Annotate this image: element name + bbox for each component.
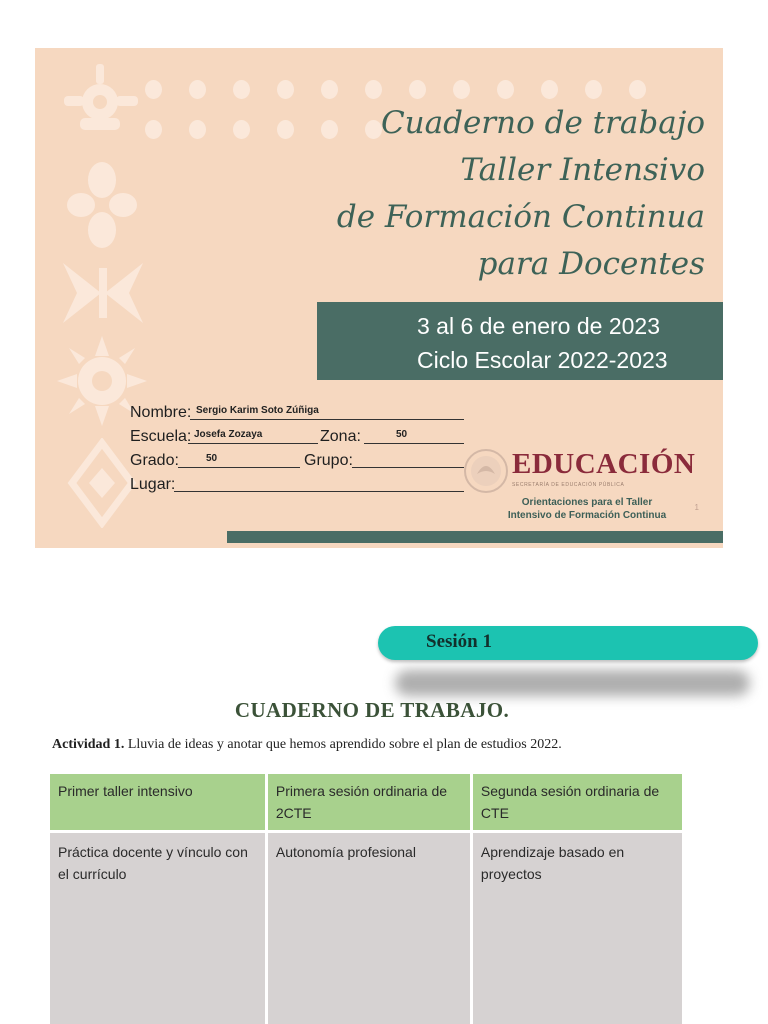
worksheet-table <box>47 771 685 1024</box>
zona-label: Zona: <box>320 428 361 445</box>
table-row <box>49 832 684 1024</box>
decorative-shadow-band <box>395 670 750 696</box>
table-cell[interactable]: Práctica docente y vínculo con el currículo <box>49 832 267 1024</box>
table-cell[interactable]: Autonomía profesional <box>266 832 471 1024</box>
activity-label: Actividad 1. <box>52 737 125 752</box>
title-line-3: de Formación Continua <box>336 199 705 235</box>
grupo-label: Grupo: <box>304 452 353 469</box>
butterfly-glyph-icon <box>63 258 143 328</box>
zona-field[interactable]: 50 <box>364 428 464 444</box>
lugar-field[interactable] <box>174 476 464 492</box>
table-header-cell: Segunda sesión ordinaria de CTE <box>471 773 683 832</box>
grado-label: Grado: <box>130 452 179 469</box>
bird-glyph-icon <box>60 62 140 142</box>
dates-line: 3 al 6 de enero de 2023 <box>417 313 660 339</box>
title-line-2: Taller Intensivo <box>460 152 705 188</box>
worksheet-title <box>0 698 768 723</box>
grado-field[interactable]: 50 <box>178 452 300 468</box>
brand-logo-text: EDUCACIÓN <box>512 448 696 480</box>
title-line-4: para Docentes <box>477 246 705 282</box>
cycle-line: Ciclo Escolar 2022-2023 <box>417 347 668 373</box>
cover-title <box>337 100 705 288</box>
bottom-accent-bar <box>227 531 723 543</box>
nombre-field[interactable]: Sergio Karim Soto Zúñiga <box>190 404 464 420</box>
table-header-cell: Primer taller intensivo <box>49 773 267 832</box>
escuela-field[interactable]: Josefa Zozaya <box>188 428 318 444</box>
flower-glyph-icon <box>67 160 137 250</box>
orientaciones-line-1: Orientaciones para el Taller <box>521 497 653 508</box>
page-number: 1 <box>694 503 699 512</box>
worksheet-title-text: CUADERNO DE TRABAJO. <box>234 698 510 722</box>
table-header-cell: Primera sesión ordinaria de 2CTE <box>266 773 471 832</box>
table-cell[interactable]: Aprendizaje basado en proyectos <box>471 832 683 1024</box>
activity-text: Lluvia de ideas y anotar que hemos aprendido sobre el plan de estudios 2022. <box>124 737 562 752</box>
cover-slide <box>35 48 723 548</box>
table-header-row <box>49 773 684 832</box>
title-line-1: Cuaderno de trabajo <box>380 105 705 141</box>
session-label: Sesión 1 <box>426 631 492 652</box>
diamond-glyph-icon <box>67 438 137 528</box>
lugar-label: Lugar: <box>130 476 176 493</box>
orientaciones-caption <box>497 496 677 522</box>
dates-banner <box>317 302 723 380</box>
escuela-label: Escuela: <box>130 428 192 445</box>
grupo-field[interactable] <box>352 452 464 468</box>
session-badge <box>378 626 758 660</box>
activity-instruction <box>52 737 562 753</box>
orientaciones-line-2: Intensivo de Formación Continua <box>507 510 667 521</box>
nombre-label: Nombre: <box>130 404 192 421</box>
eagle-seal-icon <box>463 446 509 496</box>
brand-subtitle: SECRETARÍA DE EDUCACIÓN PÚBLICA <box>512 482 625 488</box>
